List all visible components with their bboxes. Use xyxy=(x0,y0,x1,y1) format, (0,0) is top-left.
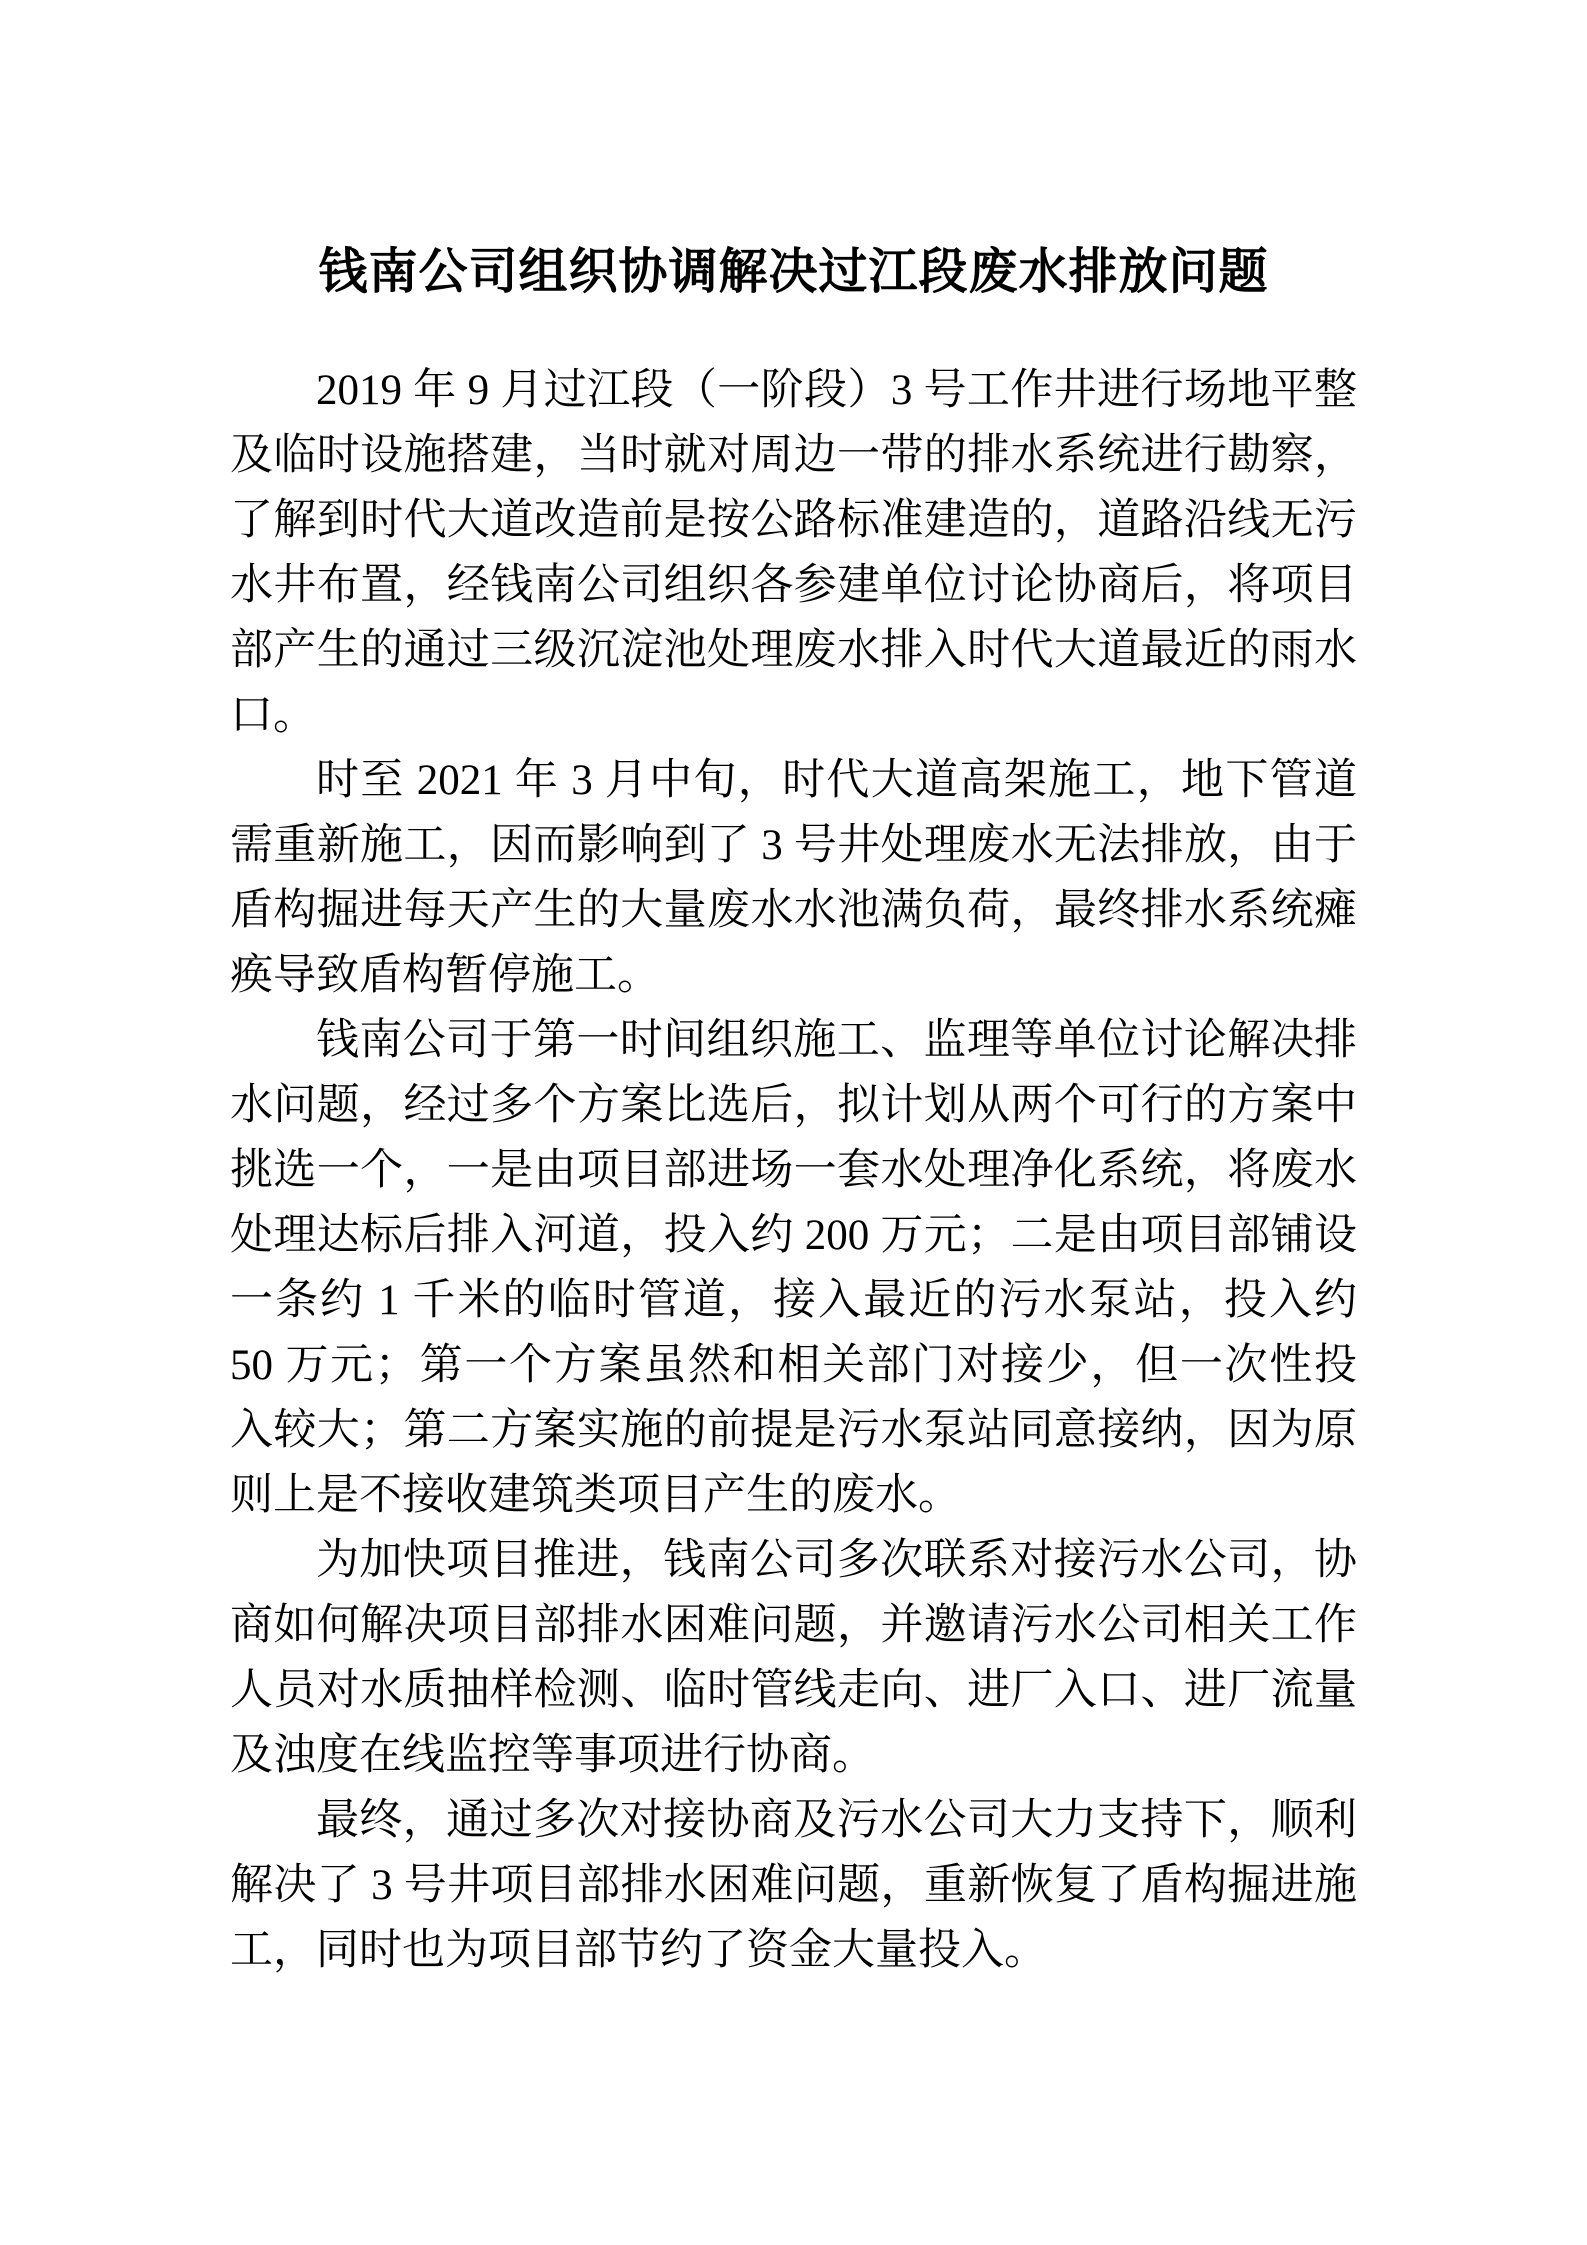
body-paragraph: 钱南公司于第一时间组织施工、监理等单位讨论解决排水问题，经过多个方案比选后，拟计划从两个可行的方案中挑选一个，一是由项目部进场一套水处理净化系统，将废水处理达标后排入河道，投入约 200 万元；二是由项目部铺设一条约 1 千米的临时管道，接入最近的污水泵站，投入约 50 万元；第一个方案虽然和相关部门对接少，但一次性投入较大；第二方案实施的前提是污水泵站同意接纳，因为原则上是不接收建筑类项目产生的废水。 xyxy=(230,1017,1357,1519)
body-paragraph: 为加快项目推进，钱南公司多次联系对接污水公司，协商如何解决项目部排水困难问题，并邀请污水公司相关工作人员对水质抽样检测、临时管线走向、进厂入口、进厂流量及浊度在线监控等事项进行协商。 xyxy=(230,1537,1357,1779)
document-body xyxy=(230,358,1357,1983)
body-paragraph: 最终，通过多次对接协商及污水公司大力支持下，顺利解决了 3 号井项目部排水困难问题，重新恢复了盾构掘进施工，同时也为项目部节约了资金大量投入。 xyxy=(230,1797,1357,1974)
document-title: 钱南公司组织协调解决过江段废水排放问题 xyxy=(318,244,1269,299)
body-paragraph: 时至 2021 年 3 月中旬，时代大道高架施工，地下管道需重新施工，因而影响到了 3 号井处理废水无法排放，由于盾构掘进每天产生的大量废水水池满负荷，最终排水系统瘫痪导致盾构暂停施工。 xyxy=(230,757,1357,999)
body-paragraph: 2019 年 9 月过江段（一阶段）3 号工作井进行场地平整及临时设施搭建，当时就对周边一带的排水系统进行勘察，了解到时代大道改造前是按公路标准建造的，道路沿线无污水井布置，经钱南公司组织各参建单位讨论协商后，将项目部产生的通过三级沉淀池处理废水排入时代大道最近的雨水口。 xyxy=(230,367,1357,739)
